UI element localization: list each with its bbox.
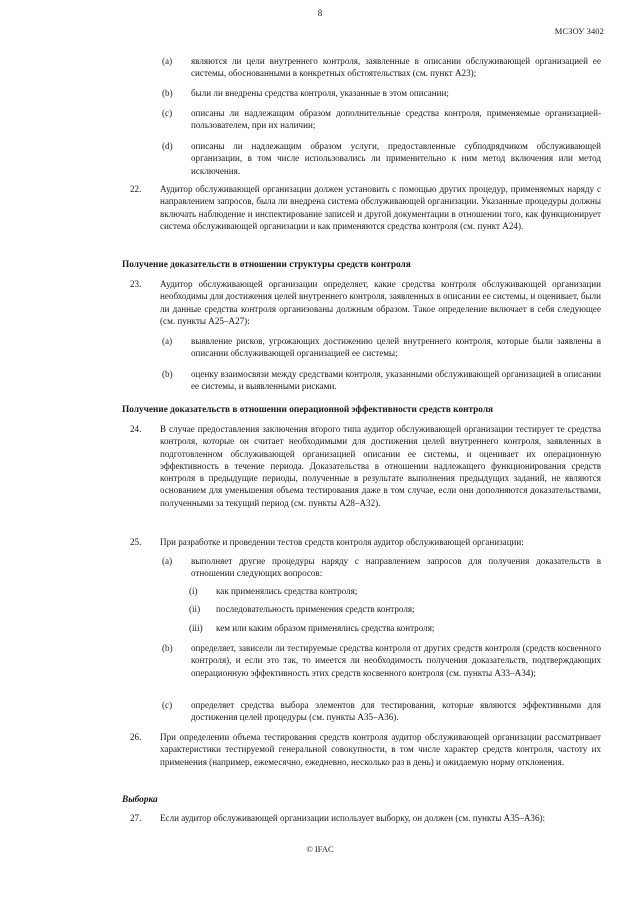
sublist-label: (iii) [189,623,203,633]
list-label: (d) [162,141,173,151]
sublist-label: (ii) [189,604,201,614]
page-number: 8 [317,8,323,18]
footer-copyright: © IFAC [306,844,334,854]
paragraph-text: При определении объема тестирования средств контроля аудитор обслуживающей организации рассматривает характеристики тестируемой генеральной совокупности, в том числе характер средств контроля, частоту их применения (например, ежемесячно, ежедневно, несколько раз в день) и ожидаемую норму отклонения. [160,732,601,767]
list-label: (a) [162,56,173,66]
list-label: (a) [162,336,173,346]
list-label: (b) [162,643,173,653]
document-code: МСЗОУ 3402 [554,26,604,36]
list-label: (c) [162,108,173,118]
paragraph-text: При разработке и проведении тестов средств контроля аудитор обслуживающей организации: [160,537,524,547]
list-item-text: описаны ли надлежащим образом услуги, предоставленные субподрядчиком обслуживающей организации, в том числе использовались ли применительно к ним метод включения или метод исключения. [191,141,601,176]
paragraph-number: 26. [130,732,142,742]
subsection-heading: Выборка [122,795,158,805]
sublist-label: (i) [189,586,198,596]
paragraph-number: 24. [130,424,142,434]
list-item-text: выполняет другие процедуры наряду с направлением запросов для получения доказательств в отношении следующих вопросов: [191,556,601,579]
sublist-item-text: последовательность применения средств контроля; [216,604,415,614]
list-item-text: оценку взаимосвязи между средствами контроля, указанными обслуживающей организацией в описании ее системы, и выявленными рисками. [191,369,601,392]
list-item-text: выявление рисков, угрожающих достижению целей внутреннего контроля, которые были заявлены в описании обслуживающей организацией ее системы; [191,336,601,359]
list-label: (b) [162,369,173,379]
paragraph-number: 22. [130,184,142,194]
section-heading: Получение доказательств в отношении структуры средств контроля [122,260,411,270]
list-label: (b) [162,88,173,98]
list-item-text: определяет средства выбора элементов для тестирования, которые являются эффективными для достижения целей процедуры (см. пункты A35–A36). [191,700,601,723]
paragraph-text: Аудитор обслуживающей организации должен установить с помощью других процедур, применяемых наряду с направлением запросов, была ли внедрена система обслуживающей организации. Указанные процедуры должны включать наблюдение и инспектирование записей и другой документации в отношении того, как функционирует система обслуживающей организации и как применяются средства контроля (см. пункт A24). [160,184,601,231]
list-item-text: описаны ли надлежащим образом дополнительные средства контроля, применяемые организацией-пользователем, при их наличии; [191,108,601,131]
paragraph-number: 23. [130,279,142,289]
paragraph-text: В случае предоставления заключения второго типа аудитор обслуживающей организации тестирует те средства контроля, которые он считает необходимыми для достижения целей внутреннего контроля, заявленных в подготовленном обслуживающей организацией описании ее системы, и оценивает их операционную эффективность в течение периода. Доказательства в отношении надлежащего функционирования средств контроля в предыдущие периоды, полученные в результате выполнения предыдущих заданий, не являются основанием для уменьшения объема тестирования даже в том случае, если они дополняются доказательствами, полученными за текущий период (см. пункты A28–A32). [160,424,601,508]
list-label: (a) [162,556,173,566]
paragraph-text: Аудитор обслуживающей организации определяет, какие средства контроля обслуживающей организации необходимы для достижения целей внутреннего контроля, заявленных в описании ее системы, и оценивает, были ли данные средства контроля организованы должным образом. Такое определение включает в себя следующее (см. пункты A25–A27): [160,279,601,326]
paragraph-text: Если аудитор обслуживающей организации использует выборку, он должен (см. пункты A35–A36): [160,813,546,823]
list-item-text: являются ли цели внутреннего контроля, заявленные в описании обслуживающей организацией ее системы, обоснованными в конкретных обстоятельствах (см. пункт A23); [191,56,601,79]
list-item-text: были ли внедрены средства контроля, указанные в этом описании; [191,88,449,98]
sublist-item-text: как применялись средства контроля; [216,586,358,596]
sublist-item-text: кем или каким образом применялись средства контроля; [216,623,435,633]
section-heading: Получение доказательств в отношении операционной эффективности средств контроля [122,405,494,415]
paragraph-number: 27. [130,813,142,823]
paragraph-number: 25. [130,537,142,547]
list-item-text: определяет, зависели ли тестируемые средства контроля от других средств контроля (средств косвенного контроля), и если это так, то имеется ли необходимость получения доказательств, подтверждающих операционную эффективность этих средств косвенного контроля (см. пункты A33–A34); [191,643,601,678]
list-label: (c) [162,700,173,710]
